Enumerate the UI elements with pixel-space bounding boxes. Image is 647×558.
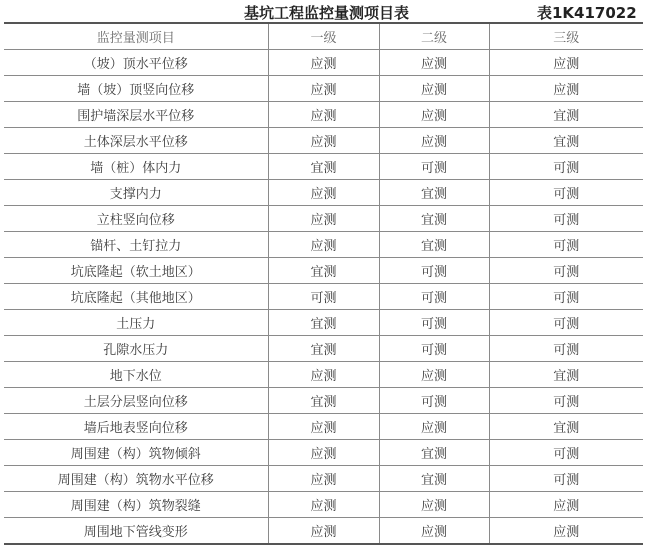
level-1-cell: 应测 xyxy=(268,414,379,440)
level-1-cell: 应测 xyxy=(268,362,379,388)
table-row xyxy=(4,336,643,362)
item-name-cell: 土层分层竖向位移 xyxy=(4,388,268,414)
table-row xyxy=(4,440,643,466)
table-body xyxy=(4,50,643,545)
item-name-cell: 周围建（构）筑物水平位移 xyxy=(4,466,268,492)
level-3-cell: 应测 xyxy=(489,50,643,76)
level-2-cell: 应测 xyxy=(379,414,489,440)
level-1-cell: 应测 xyxy=(268,232,379,258)
table-row xyxy=(4,388,643,414)
table-row xyxy=(4,128,643,154)
level-3-cell: 应测 xyxy=(489,518,643,545)
item-name-cell: 周围建（构）筑物裂缝 xyxy=(4,492,268,518)
monitoring-items-table xyxy=(4,22,643,545)
item-name-cell: 墙（坡）顶竖向位移 xyxy=(4,76,268,102)
item-name-cell: 土体深层水平位移 xyxy=(4,128,268,154)
level-1-cell: 应测 xyxy=(268,466,379,492)
level-3-cell: 可测 xyxy=(489,258,643,284)
table-row xyxy=(4,362,643,388)
table-row xyxy=(4,154,643,180)
level-3-cell: 宜测 xyxy=(489,128,643,154)
level-2-cell: 可测 xyxy=(379,336,489,362)
item-name-cell: 坑底隆起（软土地区） xyxy=(4,258,268,284)
level-2-cell: 应测 xyxy=(379,518,489,545)
level-3-cell: 应测 xyxy=(489,492,643,518)
item-name-cell: 周围建（构）筑物倾斜 xyxy=(4,440,268,466)
level-1-cell: 宜测 xyxy=(268,310,379,336)
header-level-1: 一级 xyxy=(268,23,379,50)
level-2-cell: 宜测 xyxy=(379,440,489,466)
table-title: 基坑工程监控量测项目表 xyxy=(244,4,410,22)
item-name-cell: 坑底隆起（其他地区） xyxy=(4,284,268,310)
level-1-cell: 宜测 xyxy=(268,258,379,284)
level-2-cell: 宜测 xyxy=(379,206,489,232)
level-3-cell: 可测 xyxy=(489,466,643,492)
level-2-cell: 应测 xyxy=(379,50,489,76)
table-row xyxy=(4,492,643,518)
level-1-cell: 应测 xyxy=(268,128,379,154)
level-3-cell: 可测 xyxy=(489,180,643,206)
level-1-cell: 应测 xyxy=(268,492,379,518)
level-3-cell: 可测 xyxy=(489,310,643,336)
level-2-cell: 应测 xyxy=(379,102,489,128)
level-3-cell: 可测 xyxy=(489,154,643,180)
level-1-cell: 应测 xyxy=(268,50,379,76)
level-2-cell: 可测 xyxy=(379,388,489,414)
table-number: 表1K417022 xyxy=(537,4,637,22)
item-name-cell: 周围地下管线变形 xyxy=(4,518,268,545)
level-2-cell: 可测 xyxy=(379,258,489,284)
table-caption xyxy=(0,0,647,22)
table-row xyxy=(4,258,643,284)
level-2-cell: 应测 xyxy=(379,362,489,388)
item-name-cell: 墙（桩）体内力 xyxy=(4,154,268,180)
table-row xyxy=(4,206,643,232)
level-1-cell: 应测 xyxy=(268,76,379,102)
table-row xyxy=(4,414,643,440)
item-name-cell: 支撑内力 xyxy=(4,180,268,206)
table-row xyxy=(4,180,643,206)
level-3-cell: 可测 xyxy=(489,232,643,258)
level-1-cell: 应测 xyxy=(268,206,379,232)
level-1-cell: 宜测 xyxy=(268,336,379,362)
table-row xyxy=(4,232,643,258)
level-1-cell: 应测 xyxy=(268,440,379,466)
level-1-cell: 宜测 xyxy=(268,154,379,180)
item-name-cell: 立柱竖向位移 xyxy=(4,206,268,232)
item-name-cell: 锚杆、土钉拉力 xyxy=(4,232,268,258)
item-name-cell: （坡）顶水平位移 xyxy=(4,50,268,76)
level-1-cell: 应测 xyxy=(268,180,379,206)
level-1-cell: 应测 xyxy=(268,102,379,128)
level-3-cell: 宜测 xyxy=(489,414,643,440)
table-row xyxy=(4,518,643,545)
item-name-cell: 孔隙水压力 xyxy=(4,336,268,362)
level-2-cell: 宜测 xyxy=(379,466,489,492)
level-2-cell: 应测 xyxy=(379,492,489,518)
level-3-cell: 可测 xyxy=(489,206,643,232)
level-3-cell: 可测 xyxy=(489,336,643,362)
header-item: 监控量测项目 xyxy=(4,23,268,50)
header-level-3: 三级 xyxy=(489,23,643,50)
level-1-cell: 可测 xyxy=(268,284,379,310)
level-2-cell: 宜测 xyxy=(379,232,489,258)
table-row xyxy=(4,50,643,76)
table-row xyxy=(4,466,643,492)
table-row xyxy=(4,284,643,310)
table-row xyxy=(4,310,643,336)
level-3-cell: 可测 xyxy=(489,284,643,310)
table-row xyxy=(4,102,643,128)
item-name-cell: 围护墙深层水平位移 xyxy=(4,102,268,128)
header-level-2: 二级 xyxy=(379,23,489,50)
item-name-cell: 墙后地表竖向位移 xyxy=(4,414,268,440)
level-2-cell: 应测 xyxy=(379,128,489,154)
level-3-cell: 可测 xyxy=(489,388,643,414)
level-3-cell: 宜测 xyxy=(489,362,643,388)
level-1-cell: 应测 xyxy=(268,518,379,545)
level-2-cell: 可测 xyxy=(379,310,489,336)
item-name-cell: 土压力 xyxy=(4,310,268,336)
table-row xyxy=(4,76,643,102)
level-2-cell: 可测 xyxy=(379,154,489,180)
level-3-cell: 宜测 xyxy=(489,102,643,128)
table-header-row xyxy=(4,23,643,50)
level-3-cell: 应测 xyxy=(489,76,643,102)
level-2-cell: 可测 xyxy=(379,284,489,310)
item-name-cell: 地下水位 xyxy=(4,362,268,388)
level-1-cell: 宜测 xyxy=(268,388,379,414)
level-3-cell: 可测 xyxy=(489,440,643,466)
level-2-cell: 应测 xyxy=(379,76,489,102)
level-2-cell: 宜测 xyxy=(379,180,489,206)
